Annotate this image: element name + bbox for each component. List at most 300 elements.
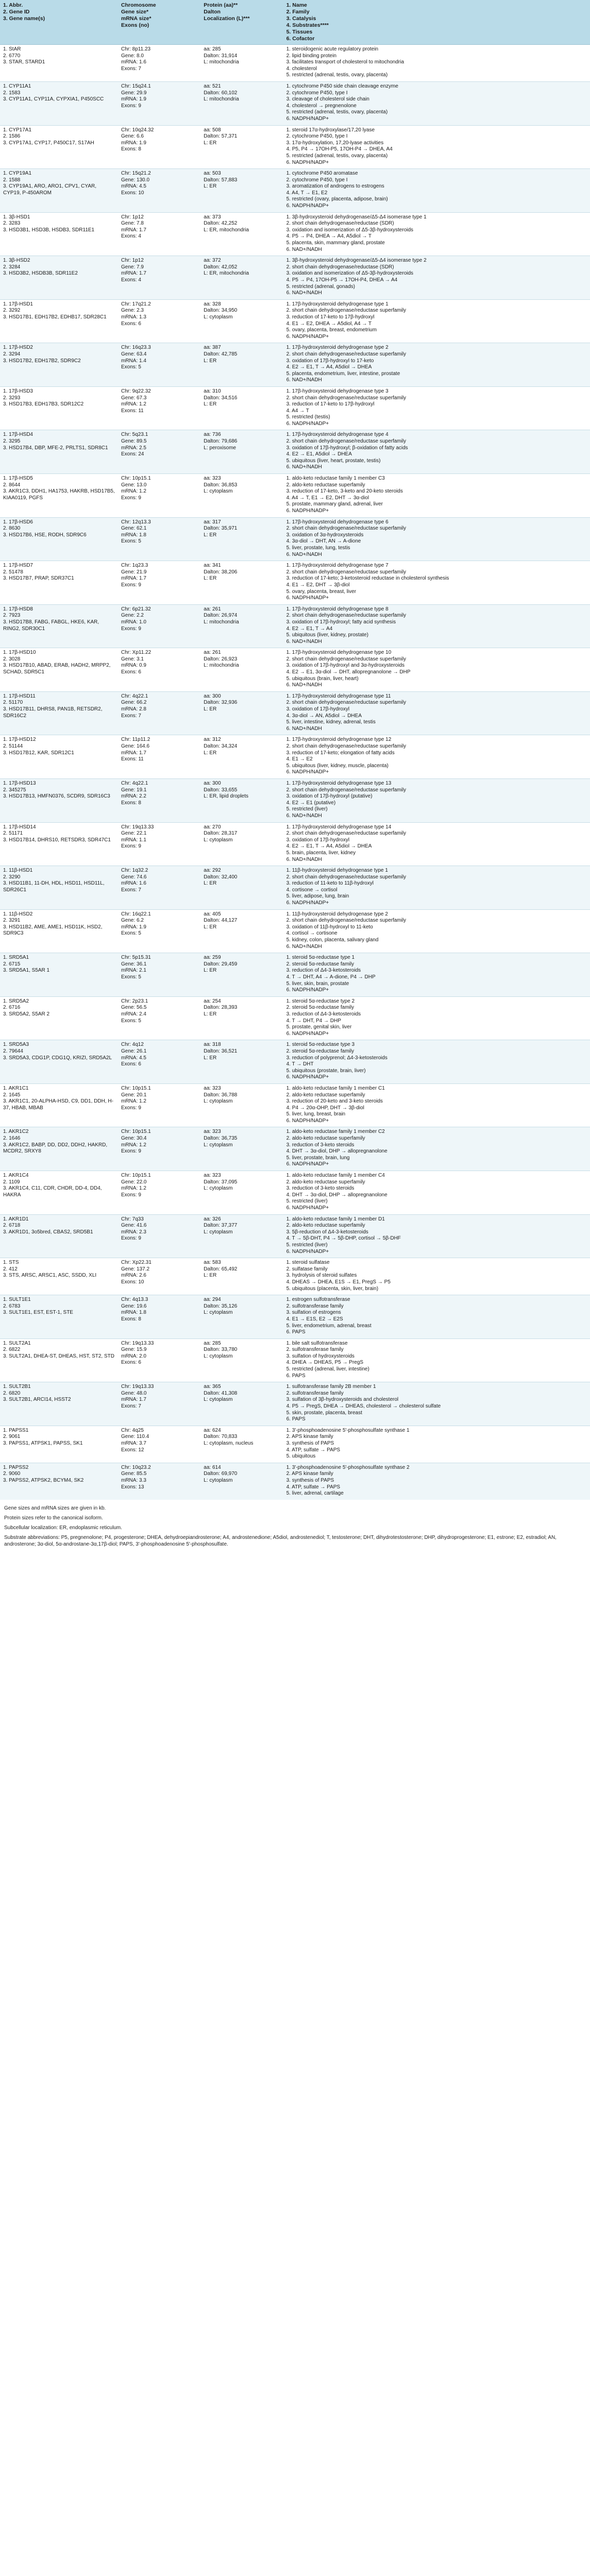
cell-line: 4. P5 → P4, 17OH-P5 → 17OH-P4, DHEA → A4: [286, 277, 398, 283]
cell-line: 5. ovary, placenta, breast, endometrium: [286, 327, 377, 333]
cell-line: 1. 17β-HSD3: [3, 388, 33, 394]
table-row: [0, 1127, 590, 1171]
cell-chromosome: [118, 778, 200, 822]
cell-line: aa: 372: [204, 258, 221, 264]
cell-line: 6. NADPH/NADP+: [286, 333, 329, 340]
cell-line: 5. restricted (liver): [286, 806, 328, 812]
cell-line: 3. facilitates transport of cholesterol to mitochondria: [286, 59, 404, 65]
cell-protein: [200, 604, 283, 648]
cell-line: L: cytoplasm: [204, 1477, 233, 1483]
cell-line: 3. HSD3B1, HSD3B, HSDB3, SDR11E1: [3, 227, 95, 233]
cell-line: mRNA: 3.7: [121, 1440, 146, 1446]
cell-abbr: [0, 517, 118, 561]
cell-chromosome: [118, 474, 200, 518]
footnotes: [0, 1500, 590, 1556]
cell-line: 3. reduction of 3-keto steroids: [286, 1185, 355, 1192]
cell-line: 3. reduction of Δ4-3-ketosteroids: [286, 1011, 361, 1017]
table-row: [0, 1463, 590, 1499]
cell-line: Chr: Xp22.31: [121, 1260, 151, 1266]
cell-line: 3. sulfation of 3β-hydroxysteroids and cholesterol: [286, 1397, 399, 1403]
cell-line: L: cytoplasm: [204, 1310, 233, 1316]
cell-description: [283, 1127, 590, 1171]
cell-protein: [200, 648, 283, 692]
cell-abbr: [0, 430, 118, 474]
cell-line: 2. 6820: [3, 1390, 21, 1396]
cell-line: 2. APS kinase family: [286, 1434, 333, 1440]
cell-line: aa: 294: [204, 1297, 221, 1303]
cell-line: 2. 6822: [3, 1347, 21, 1353]
cell-line: 4. E2 → E1, T → A4, A5diol → DHEA: [286, 843, 372, 850]
cell-description: [283, 691, 590, 735]
cell-line: 3. HSD17B1, EDH17B2, EDHB17, SDR28C1: [3, 314, 107, 320]
cell-line: 3. oxidation of 17β-hydroxyl to 17-keto: [286, 358, 374, 364]
cell-line: aa: 373: [204, 214, 221, 220]
cell-line: aa: 300: [204, 780, 221, 786]
cell-line: 1. PAPSS1: [3, 1427, 29, 1433]
cell-line: L: ER: [204, 358, 217, 364]
cell-line: 2. 1109: [3, 1179, 20, 1185]
cell-line: 4. DHT → 3α-diol, DHP → allopregnanolone: [286, 1192, 387, 1198]
cell-line: Exons: 9: [121, 1105, 141, 1111]
cell-line: 4. A4 → T: [286, 408, 309, 414]
cell-line: 6. NAD+/NADH: [286, 246, 322, 252]
cell-line: 3. AKR1C3, DDH1, HA1753, HAKRB, HSD17B5, KIAA0119, PGFS: [3, 488, 115, 501]
cell-chromosome: [118, 1426, 200, 1463]
cell-line: Gene: 29.9: [121, 90, 147, 96]
cell-chromosome: [118, 1382, 200, 1426]
cell-line: Gene: 89.5: [121, 438, 147, 445]
table-body: [0, 45, 590, 1500]
cell-line: Chr: 10p15.1: [121, 1129, 151, 1135]
cell-line: 5. prostate, genital skin, liver: [286, 1024, 352, 1030]
header-col-protein: Protein (aa)** Dalton Localization (L)***: [200, 0, 283, 45]
cell-line: Chr: 15q21.2: [121, 171, 151, 177]
cell-abbr: [0, 256, 118, 300]
cell-line: Dalton: 70,833: [204, 1434, 238, 1440]
cell-line: 3. PAPSS2, ATPSK2, BCYM4, SK2: [3, 1477, 84, 1483]
cell-line: 3. reduction of 17-keto; 3-ketosteroid reductase in cholesterol synthesis: [286, 575, 449, 582]
cell-chromosome: [118, 909, 200, 953]
cell-line: 6. NAD+/NADH: [286, 856, 322, 862]
cell-line: 3. HSD17B10, ABAD, ERAB, HADH2, MRPP2, SCHAD, SDR5C1: [3, 663, 111, 675]
cell-line: Chr: 4q25: [121, 1427, 144, 1433]
cell-line: 3. synthesis of PAPS: [286, 1440, 334, 1446]
cell-line: 1. 17β-hydroxysteroid dehydrogenase type 3: [286, 388, 389, 394]
cell-line: 2. cytochrome P450, type I: [286, 133, 348, 140]
cell-line: 1. 17β-hydroxysteroid dehydrogenase type 8: [286, 606, 389, 612]
cell-line: 2. short chain dehydrogenase/reductase superfamily: [286, 874, 406, 880]
cell-line: 2. 79644: [3, 1048, 23, 1054]
cell-line: aa: 261: [204, 606, 221, 612]
cell-line: 1. AKR1C4: [3, 1173, 29, 1179]
cell-line: 3. AKR1C1, 20-ALPHA-HSD, C9, DD1, DDH, H-37, HBAB, MBAB: [3, 1098, 113, 1111]
cell-line: L: ER: [204, 706, 217, 713]
cell-line: 5. liver, lung, breast, brain: [286, 1111, 346, 1117]
cell-line: L: mitochondria: [204, 96, 239, 103]
cell-chromosome: [118, 1171, 200, 1215]
cell-line: Exons: 8: [121, 1316, 141, 1322]
cell-line: Gene: 3.1: [121, 656, 144, 662]
cell-line: 5. restricted (adrenal, gonads): [286, 283, 355, 290]
cell-line: L: cytoplasm, nucleus: [204, 1440, 254, 1446]
cell-protein: [200, 256, 283, 300]
cell-line: Gene: 63.4: [121, 351, 147, 357]
cell-line: 5. ubiquitous (prostate, brain, liver): [286, 1067, 366, 1074]
cell-line: 3. SRD5A2, S5AR 2: [3, 1011, 50, 1017]
cell-abbr: [0, 1258, 118, 1295]
cell-line: 2. short chain dehydrogenase/reductase superfamily: [286, 526, 406, 532]
cell-line: mRNA: 2.4: [121, 1011, 146, 1017]
cell-line: 1. aldo-keto reductase family 1 member C1: [286, 1085, 385, 1091]
cell-line: 6. NADPH/NADP+: [286, 1205, 329, 1211]
cell-line: aa: 405: [204, 911, 221, 917]
cell-line: 1. AKR1D1: [3, 1216, 29, 1222]
cell-protein: [200, 1127, 283, 1171]
cell-line: 2. cytochrome P450, type I: [286, 90, 348, 96]
cell-line: Dalton: 69,970: [204, 1471, 238, 1477]
cell-chromosome: [118, 256, 200, 300]
cell-line: aa: 270: [204, 824, 221, 830]
cell-line: 2. 6770: [3, 53, 21, 59]
cell-line: 2. 8630: [3, 526, 21, 532]
cell-line: 2. steroid 5α-reductase family: [286, 1048, 354, 1054]
cell-protein: [200, 1463, 283, 1499]
cell-abbr: [0, 1083, 118, 1127]
cell-line: 3. 17α-hydroxylation, 17,20-lyase activities: [286, 140, 384, 146]
cell-line: Gene: 22.0: [121, 1179, 147, 1185]
cell-line: 2. 6718: [3, 1223, 21, 1229]
cell-line: 5. restricted (adrenal, testis, ovary, placenta): [286, 109, 388, 115]
cell-line: mRNA: 2.1: [121, 968, 146, 974]
cell-abbr: [0, 1127, 118, 1171]
cell-line: 6. NAD+/NADH: [286, 464, 322, 470]
cell-line: L: ER: [204, 750, 217, 756]
cell-description: [283, 1426, 590, 1463]
cell-line: Dalton: 38,206: [204, 569, 238, 575]
cell-line: 2. aldo-keto reductase superfamily: [286, 1223, 365, 1229]
cell-line: 2. 7923: [3, 613, 21, 619]
cell-line: 2. short chain dehydrogenase/reductase superfamily: [286, 700, 406, 706]
cell-description: [283, 299, 590, 343]
cell-line: 2. short chain dehydrogenase/reductase superfamily: [286, 656, 406, 662]
cell-protein: [200, 299, 283, 343]
table-row: [0, 1258, 590, 1295]
cell-line: 2. 3283: [3, 221, 21, 227]
cell-line: aa: 310: [204, 388, 221, 394]
cell-line: Dalton: 57,371: [204, 133, 238, 140]
cell-line: 3. oxidation of 17β-hydroxyl: [286, 706, 350, 713]
table-row: [0, 1040, 590, 1084]
cell-line: Gene: 36.1: [121, 961, 147, 967]
cell-line: L: ER: [204, 140, 217, 146]
cell-line: 4. E1 → E1S, E2 → E2S: [286, 1316, 343, 1322]
cell-line: 6. NADPH/NADP+: [286, 1030, 329, 1037]
cell-line: 3. 5β-reduction of Δ4-3-ketosteroids: [286, 1229, 368, 1235]
cell-line: mRNA: 1.1: [121, 837, 146, 843]
cell-line: mRNA: 2.6: [121, 1273, 146, 1279]
cell-line: Exons: 6: [121, 1061, 141, 1067]
cell-abbr: [0, 691, 118, 735]
cell-line: 3. HSD17B4, DBP, MFE-2, PRLTS1, SDR8C1: [3, 445, 108, 451]
cell-line: 2. aldo-keto reductase superfamily: [286, 482, 365, 488]
cell-line: 4. DHEA → DHEAS, P5 → PregS: [286, 1360, 364, 1366]
cell-line: 4. cortisone → cortisol: [286, 887, 338, 893]
cell-line: 4. A4 → T, E1 → E2, DHT → 3α-diol: [286, 495, 369, 501]
cell-line: 5. skin, prostate, placenta, breast: [286, 1410, 362, 1416]
cell-line: mRNA: 1.8: [121, 1310, 146, 1316]
cell-line: 2. 345275: [3, 787, 26, 793]
cell-line: 2. 6783: [3, 1303, 21, 1309]
cell-line: 2. short chain dehydrogenase/reductase superfamily: [286, 569, 406, 575]
cell-line: 4. cholesterol → pregnenolone: [286, 103, 357, 109]
cell-line: 6. PAPS: [286, 1329, 306, 1335]
cell-protein: [200, 561, 283, 605]
cell-chromosome: [118, 212, 200, 256]
cell-line: mRNA: 1.3: [121, 314, 146, 320]
cell-line: 3. HSD17B13, HMFN0376, SCDR9, SDR16C3: [3, 793, 110, 800]
cell-abbr: [0, 1463, 118, 1499]
cell-description: [283, 1171, 590, 1215]
table-row: [0, 169, 590, 213]
cell-line: 2. 1645: [3, 1092, 21, 1098]
cell-line: L: ER: [204, 401, 217, 408]
cell-line: Dalton: 42,052: [204, 264, 238, 270]
cell-abbr: [0, 386, 118, 430]
cell-description: [283, 1338, 590, 1382]
cell-line: Gene: 56.5: [121, 1005, 147, 1011]
cell-line: 6. NAD+/NADH: [286, 812, 322, 819]
cell-line: 3. sulfation of estrogens: [286, 1310, 341, 1316]
cell-line: 5. restricted (adrenal, liver, intestine): [286, 1366, 369, 1372]
cell-abbr: [0, 561, 118, 605]
cell-line: 4. T → 5β-DHT, P4 → 5β-DHP, cortisol → 5β-DHF: [286, 1235, 401, 1242]
cell-line: Chr: 17q21.2: [121, 301, 151, 307]
table-row: [0, 1426, 590, 1463]
cell-line: Chr: 4q13.3: [121, 1297, 148, 1303]
cell-line: 6. NAD+/NADH: [286, 290, 322, 296]
cell-line: 1. steroidogenic acute regulatory protein: [286, 46, 379, 52]
cell-line: Dalton: 34,324: [204, 743, 238, 749]
cell-line: 4. DHEAS → DHEA, E1S → E1, PregS → P5: [286, 1279, 391, 1285]
cell-line: L: ER: [204, 1273, 217, 1279]
cell-line: aa: 323: [204, 476, 221, 482]
cell-line: 3. oxidation of 17β-hydroxyl and 3α-hydroxysteroids: [286, 663, 405, 669]
cell-line: 5. restricted (testis): [286, 414, 330, 420]
cell-line: mRNA: 1.7: [121, 227, 146, 233]
cell-line: 1. 3'-phosphoadenosine 5'-phosphosulfate synthase 2: [286, 1464, 410, 1470]
cell-line: mRNA: 1.7: [121, 270, 146, 277]
cell-line: aa: 323: [204, 1129, 221, 1135]
cell-line: mRNA: 1.9: [121, 96, 146, 103]
cell-line: 6. NADPH/NADP+: [286, 595, 329, 601]
cell-abbr: [0, 169, 118, 213]
cell-line: 4. cholesterol: [286, 65, 317, 72]
cell-abbr: [0, 909, 118, 953]
cell-line: 1. steroid 5α-reductase type 1: [286, 955, 355, 961]
cell-description: [283, 604, 590, 648]
cell-description: [283, 1295, 590, 1339]
cell-line: L: ER, mitochondria: [204, 270, 249, 277]
cell-abbr: [0, 604, 118, 648]
cell-line: Dalton: 32,400: [204, 874, 238, 880]
cell-description: [283, 996, 590, 1040]
cell-protein: [200, 1171, 283, 1215]
cell-line: Exons: 13: [121, 1484, 144, 1490]
cell-line: 1. 17β-HSD4: [3, 432, 33, 438]
cell-line: 2. short chain dehydrogenase/reductase superfamily: [286, 395, 406, 401]
cell-description: [283, 1258, 590, 1295]
cell-line: Dalton: 36,735: [204, 1136, 238, 1142]
cell-line: Exons: 12: [121, 1447, 144, 1453]
cell-line: Dalton: 60,102: [204, 90, 238, 96]
cell-line: 4. A4, T → E1, E2: [286, 190, 328, 196]
cell-line: 2. short chain dehydrogenase/reductase (SDR): [286, 221, 394, 227]
cell-chromosome: [118, 386, 200, 430]
cell-line: Dalton: 57,883: [204, 177, 238, 183]
cell-line: Dalton: 26,974: [204, 613, 238, 619]
cell-line: 2. 51170: [3, 700, 23, 706]
cell-line: 5. liver, adrenal, cartilage: [286, 1490, 344, 1497]
cell-line: 1. 17β-HSD10: [3, 650, 36, 656]
cell-line: L: ER: [204, 1055, 217, 1061]
cell-line: 1. 17β-hydroxysteroid dehydrogenase type 4: [286, 432, 389, 438]
cell-line: L: ER: [204, 968, 217, 974]
cell-line: 2. 1586: [3, 133, 21, 140]
cell-chromosome: [118, 81, 200, 125]
table-row: [0, 125, 590, 169]
cell-description: [283, 256, 590, 300]
cell-line: Exons: 9: [121, 1192, 141, 1198]
cell-line: Gene: 7.9: [121, 264, 144, 270]
cell-abbr: [0, 953, 118, 997]
cell-description: [283, 474, 590, 518]
table-row: [0, 561, 590, 605]
cell-line: mRNA: 2.3: [121, 1229, 146, 1235]
cell-line: Dalton: 36,853: [204, 482, 238, 488]
cell-line: Dalton: 33,655: [204, 787, 238, 793]
cell-line: 1. 3'-phosphoadenosine 5'-phosphosulfate synthase 1: [286, 1427, 410, 1433]
cell-abbr: [0, 866, 118, 910]
cell-line: Dalton: 42,785: [204, 351, 238, 357]
cell-line: Chr: 19q13.33: [121, 1384, 154, 1390]
cell-line: 6. PAPS: [286, 1372, 306, 1379]
cell-line: 1. AKR1C1: [3, 1085, 29, 1091]
cell-line: 2. 3294: [3, 351, 21, 357]
cell-line: L: ER: [204, 924, 217, 930]
cell-line: 2. 51144: [3, 743, 23, 749]
cell-line: L: cytoplasm: [204, 1098, 233, 1105]
cell-line: Exons: 9: [121, 1235, 141, 1242]
table-row: [0, 212, 590, 256]
cell-abbr: [0, 1426, 118, 1463]
cell-line: 4. P4 → 20α-OHP, DHT → 3β-diol: [286, 1105, 364, 1111]
cell-description: [283, 1083, 590, 1127]
cell-chromosome: [118, 1338, 200, 1382]
cell-line: 2. aldo-keto reductase superfamily: [286, 1136, 365, 1142]
cell-line: 5. placenta, endometrium, liver, intestine, prostate: [286, 370, 400, 377]
cell-line: Dalton: 28,317: [204, 831, 238, 837]
cell-chromosome: [118, 1214, 200, 1258]
cell-line: 3. AKR1D1, 3o5bred, CBAS2, SRD5B1: [3, 1229, 93, 1235]
cell-line: 5. ubiquitous (liver, heart, prostate, testis): [286, 457, 381, 464]
cell-line: 3. reduction of 3-keto steroids: [286, 1142, 355, 1148]
cell-abbr: [0, 125, 118, 169]
cell-line: 1. 17β-hydroxysteroid dehydrogenase type 1: [286, 301, 389, 307]
cell-line: Chr: 10p15.1: [121, 1085, 151, 1091]
cell-line: 4. E2 → E1, A5diol → DHEA: [286, 451, 352, 457]
cell-line: Gene: 164.6: [121, 743, 150, 749]
cell-line: 3. HSD17B7, PRAP, SDR37C1: [3, 575, 74, 582]
cell-line: aa: 521: [204, 83, 221, 89]
cell-description: [283, 953, 590, 997]
table-row: [0, 822, 590, 866]
cell-protein: [200, 996, 283, 1040]
cell-line: 1. aldo-keto reductase family 1 member D1: [286, 1216, 385, 1222]
cell-line: Dalton: 36,788: [204, 1092, 238, 1098]
cell-line: L: cytoplasm: [204, 1229, 233, 1235]
cell-line: 6. NADPH/NADP+: [286, 1161, 329, 1167]
cell-line: 3. HSD3B2, HSDB3B, SDR11E2: [3, 270, 78, 277]
cell-line: 5. ubiquitous (liver, kidney, muscle, placenta): [286, 762, 389, 769]
cell-line: Dalton: 33,780: [204, 1347, 238, 1353]
table-row: [0, 648, 590, 692]
cell-line: 3. sulfation of hydroxysteroids: [286, 1353, 355, 1359]
cell-line: 6. NAD+/NADH: [286, 377, 322, 383]
cell-line: 2. 3028: [3, 656, 21, 662]
cell-line: 6. NAD+/NADH: [286, 725, 322, 732]
cell-line: Exons: 5: [121, 1018, 141, 1024]
cell-line: Gene: 62.1: [121, 526, 147, 532]
cell-line: 6. NADPH/NADP+: [286, 420, 329, 427]
cell-chromosome: [118, 604, 200, 648]
cell-line: 4. cortisol → cortisone: [286, 930, 338, 937]
cell-protein: [200, 1258, 283, 1295]
cell-line: 3. AKR1C2, BABP, DD, DD2, DDH2, HAKRD, MCDR2, SRXY8: [3, 1142, 108, 1155]
cell-line: mRNA: 2.5: [121, 445, 146, 451]
cell-line: 1. 11β-HSD1: [3, 868, 33, 874]
cell-line: 4. DHT → 3α-diol, DHP → allopregnanolone: [286, 1148, 387, 1155]
cell-line: mRNA: 0.9: [121, 663, 146, 669]
cell-line: 3. AKR1C4, C11, CDR, CHDR, DD-4, DD4, HAKRA: [3, 1185, 102, 1198]
cell-line: 1. 11β-hydroxysteroid dehydrogenase type 1: [286, 868, 388, 874]
cell-line: Dalton: 29,459: [204, 961, 238, 967]
cell-description: [283, 517, 590, 561]
cell-line: 2. cytochrome P450, type I: [286, 177, 348, 183]
cell-line: 2. 3284: [3, 264, 21, 270]
cell-line: mRNA: 1.6: [121, 880, 146, 887]
cell-protein: [200, 1382, 283, 1426]
cell-line: Gene: 6.6: [121, 133, 144, 140]
cell-line: Gene: 20.1: [121, 1092, 147, 1098]
cell-chromosome: [118, 1258, 200, 1295]
cell-line: 2. lipid binding protein: [286, 53, 336, 59]
cell-line: 1. 17β-hydroxysteroid dehydrogenase type 13: [286, 780, 392, 786]
cell-line: 1. 17β-HSD6: [3, 519, 33, 525]
cell-line: 1. StAR: [3, 46, 21, 52]
cell-protein: [200, 1426, 283, 1463]
cell-line: Gene: 30.4: [121, 1136, 147, 1142]
cell-line: 3. reduction of 20-keto and 3-keto steroids: [286, 1098, 383, 1105]
cell-line: mRNA: 1.0: [121, 619, 146, 625]
cell-line: 3. SRD5A3, CDG1P, CDG1Q, KRIZI, SRD5A2L: [3, 1055, 112, 1061]
cell-description: [283, 430, 590, 474]
cell-protein: [200, 909, 283, 953]
cell-line: 5. restricted (adrenal, testis, ovary, placenta): [286, 152, 388, 159]
table-row: [0, 256, 590, 300]
cell-line: L: cytoplasm: [204, 1142, 233, 1148]
table-row: [0, 691, 590, 735]
cell-line: Chr: 19q13.33: [121, 1340, 154, 1346]
